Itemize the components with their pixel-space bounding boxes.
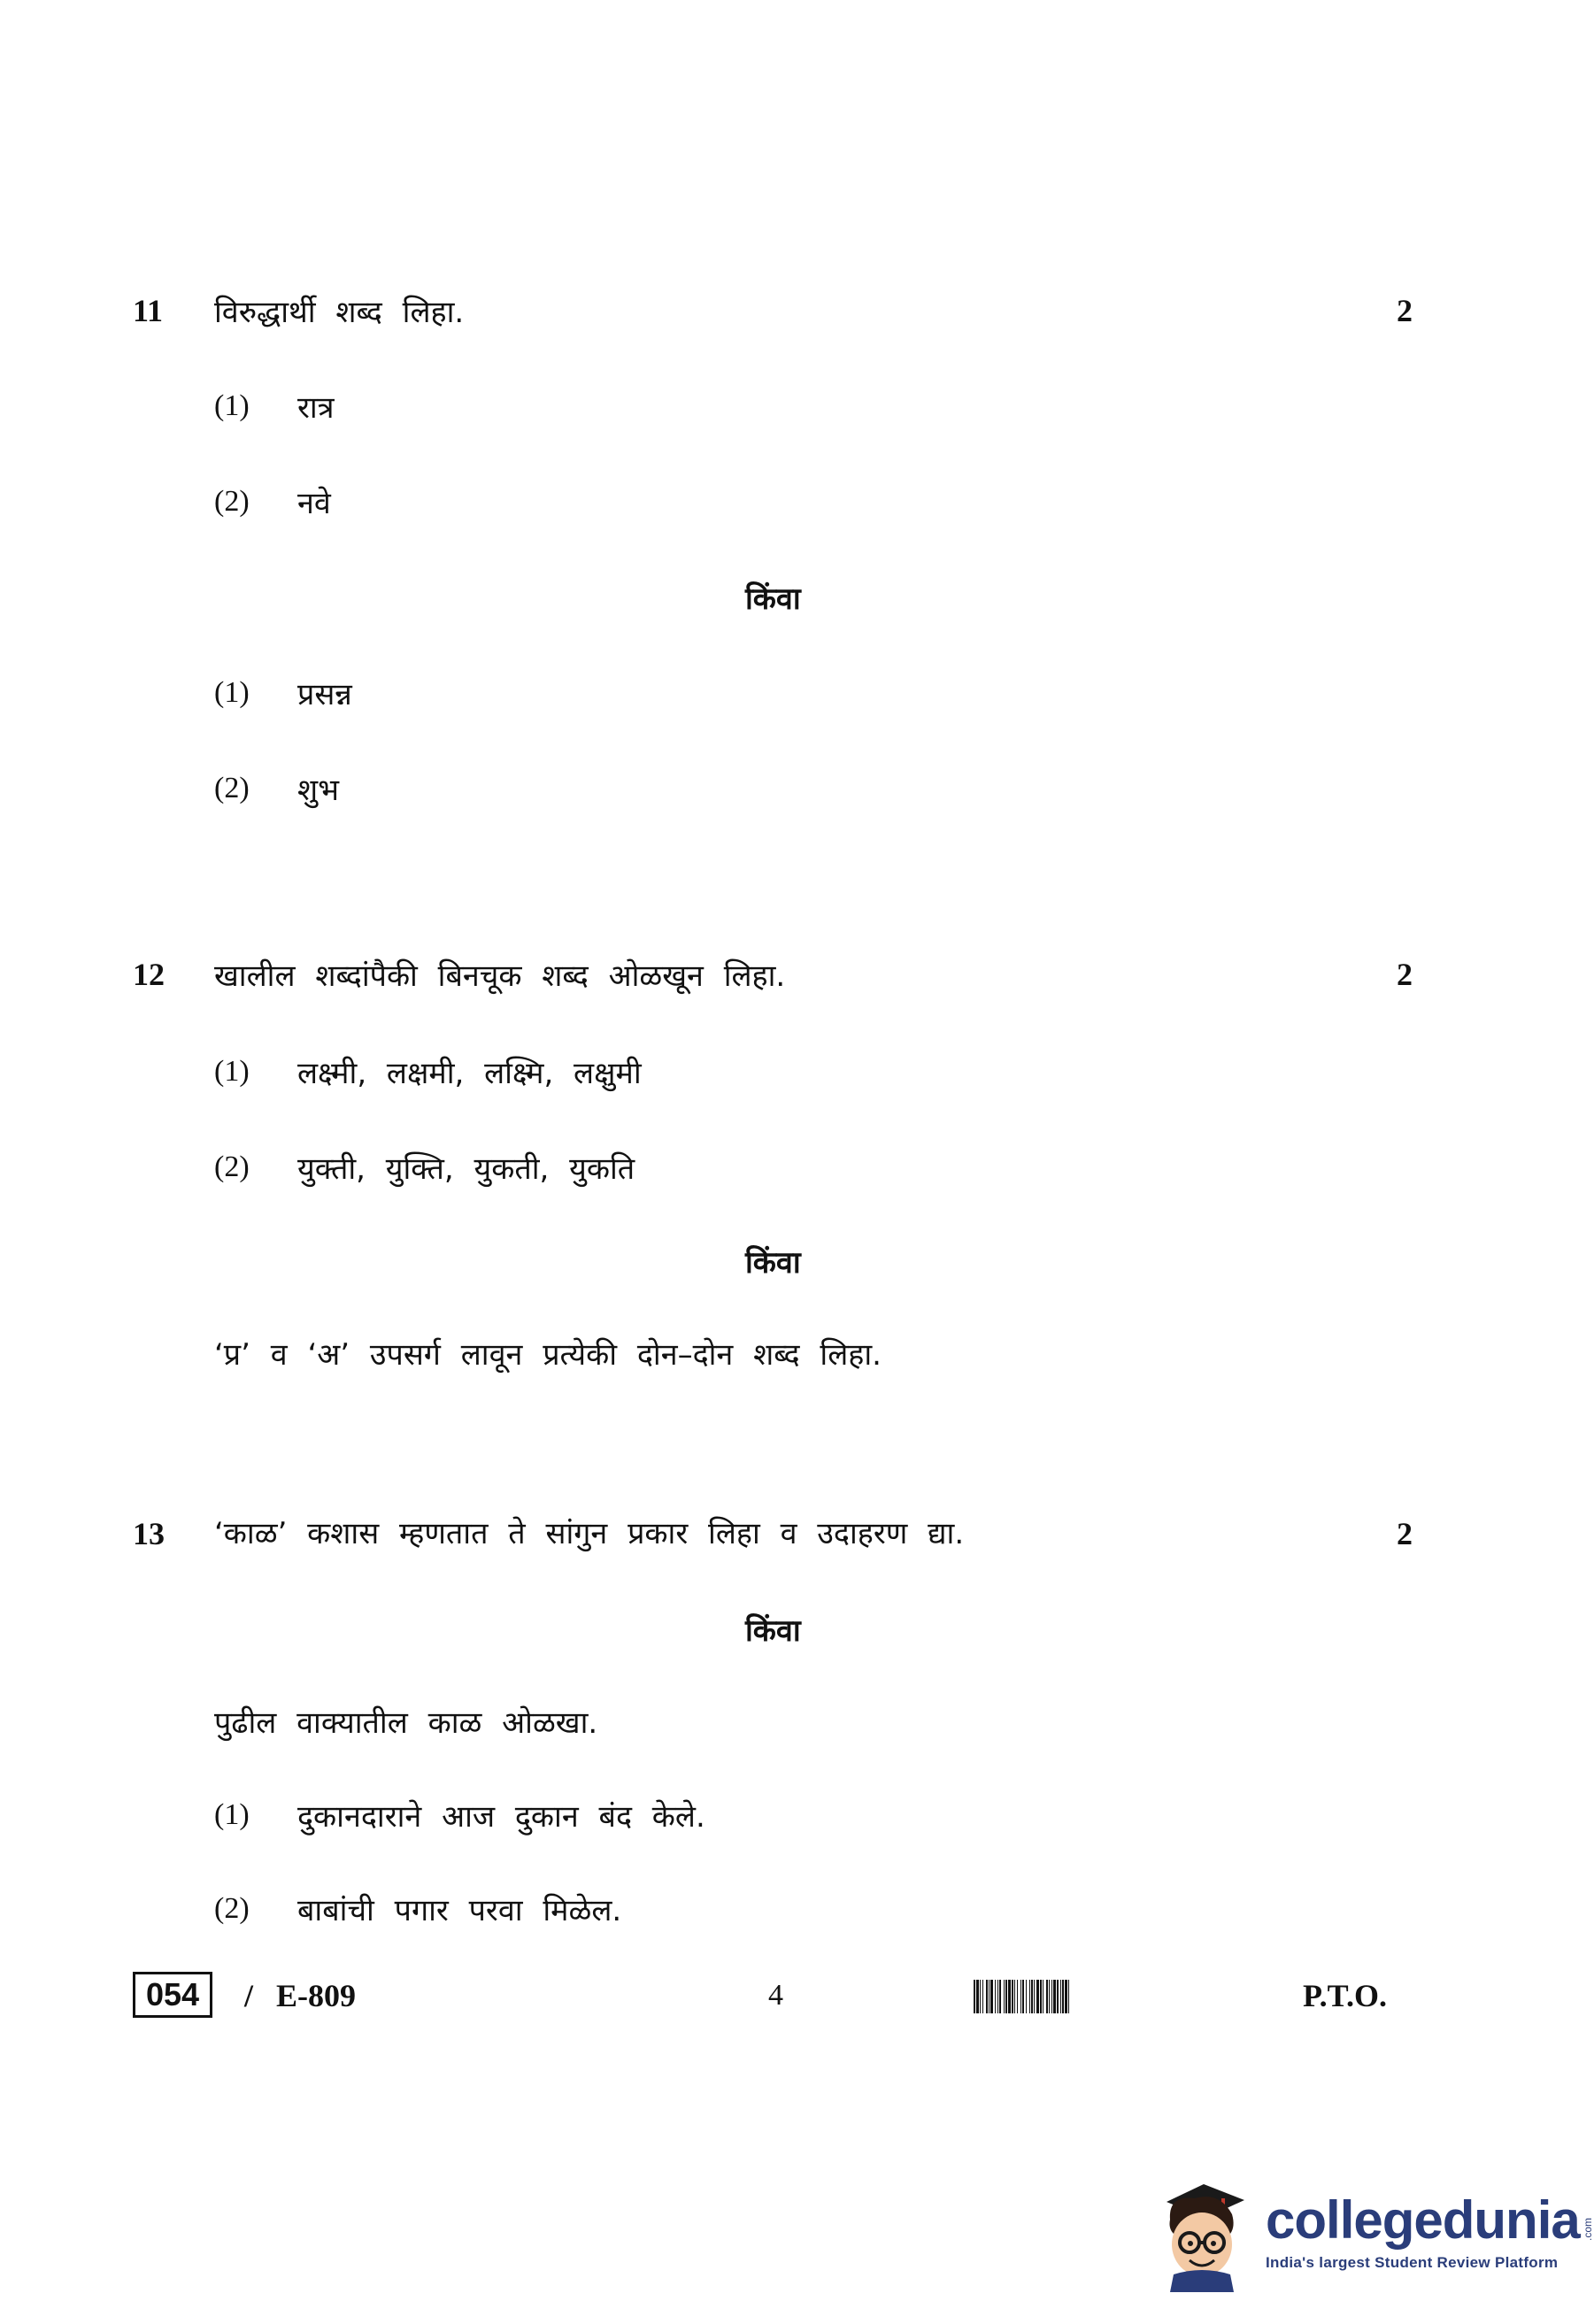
q11-option-2-label: (2) [214,485,250,518]
q13-alt-text: पुढील वाक्यातील काळ ओळखा. [214,1705,598,1741]
paper-code-box: 054 [133,1972,212,2018]
student-mascot-icon [1151,2168,1257,2292]
q11-option-1-text: रात्र [297,390,335,426]
question-11-number: 11 [133,293,164,328]
brand-name: collegedunia [1266,2189,1580,2250]
q11-option-1-label: (1) [214,389,250,422]
question-13-marks: 2 [1397,1516,1413,1551]
q11-option-2-text: नवे [297,486,331,521]
q12-option-1-text: लक्ष्मी, लक्षमी, लक्ष्मि, लक्षुमी [297,1056,642,1091]
q13-or-divider: किंवा [745,1613,801,1649]
q12-alt-text: ‘प्र’ व ‘अ’ उपसर्ग लावून प्रत्येकी दोन–दोन शब्द लिहा. [214,1337,882,1373]
brand-tagline: India's largest Student Review Platform [1266,2253,1559,2271]
q11-or-divider: किंवा [745,581,801,617]
q12-or-divider: किंवा [745,1245,801,1281]
brand-suffix: .com [1581,2218,1594,2242]
barcode [974,1980,1274,2013]
question-12-number: 12 [133,957,165,992]
q12-option-2-label: (2) [214,1150,250,1183]
barcode-bar [1069,1980,1071,2013]
page-number: 4 [768,1979,783,2012]
q12-option-2-text: युक्ती, युक्ति, युकती, युकति [297,1151,635,1187]
question-11-text: विरुद्धार्थी शब्द लिहा. [214,295,465,330]
q13-alt-option-1-text: दुकानदाराने आज दुकान बंद केले. [297,1799,705,1835]
q11-alt-option-2-label: (2) [214,772,250,804]
q13-alt-option-2-text: बाबांची पगार परवा मिळेल. [297,1893,622,1928]
question-13-number: 13 [133,1516,165,1551]
question-11-marks: 2 [1397,293,1413,328]
collegedunia-logo [1151,2168,1594,2292]
footer-separator: / [244,1978,254,2013]
q11-alt-option-1-text: प्रसन्न [297,677,352,712]
question-13-text: ‘काळ’ कशास म्हणतात ते सांगुन प्रकार लिहा व उदाहरण द्या. [214,1516,965,1551]
pto-label: P.T.O. [1303,1978,1388,2013]
question-12-text: खालील शब्दांपैकी बिनचूक शब्द ओळखून लिहा. [214,958,786,994]
question-12-marks: 2 [1397,957,1413,992]
q13-alt-option-1-label: (1) [214,1798,250,1831]
paper-number: E-809 [276,1978,356,2013]
q11-alt-option-1-label: (1) [214,676,250,709]
q11-alt-option-2-text: शुभ [297,773,340,808]
q12-option-1-label: (1) [214,1055,250,1088]
q13-alt-option-2-label: (2) [214,1892,250,1925]
